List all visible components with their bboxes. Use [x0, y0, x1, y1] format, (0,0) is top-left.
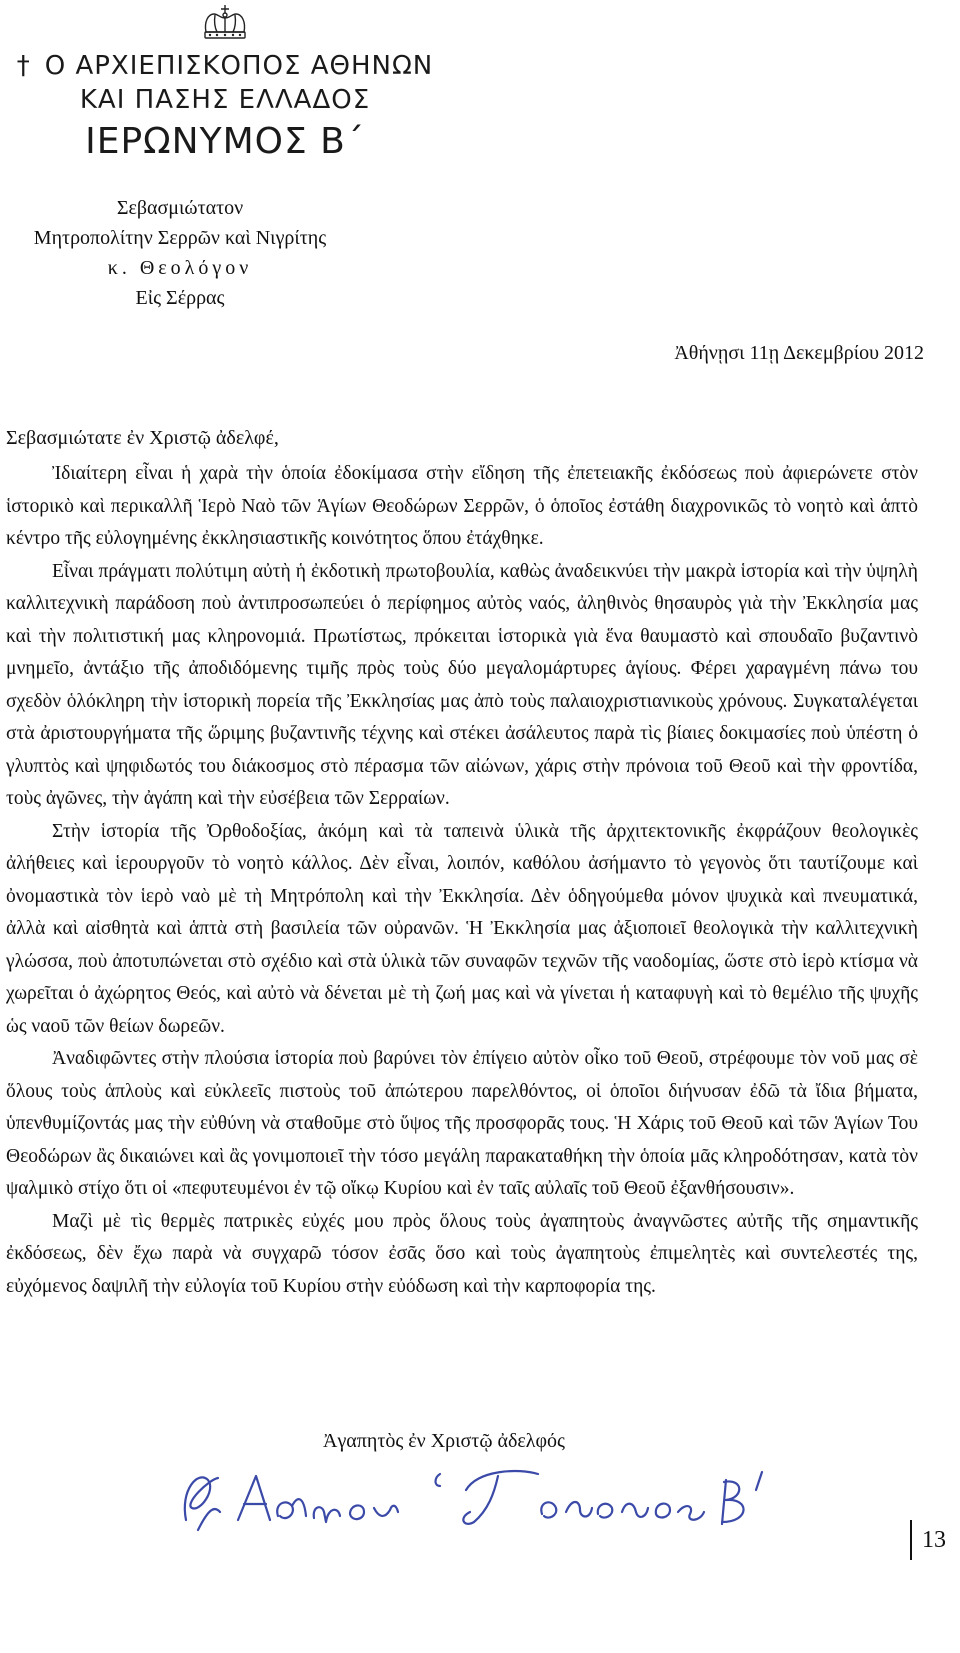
addressee-line-3: κ. Θεολόγον — [107, 257, 253, 279]
letter-body — [6, 458, 918, 1303]
addressee-line-2: Μητροπολίτην Σερρῶν καὶ Νιγρίτης — [33, 227, 327, 249]
letterhead-name: ΙΕΡΩΝΥΜΟΣ Β΄ — [85, 121, 365, 162]
letterhead-line-1 — [0, 50, 450, 82]
salutation: Σεβασμιώτατε ἐν Χριστῷ ἀδελφέ, — [6, 427, 279, 449]
letter-date: Ἀθήνῃσι 11ῃ Δεκεμβρίου 2012 — [674, 342, 924, 364]
paragraph-4: Ἀναδιφῶντες στὴν πλούσια ἱστορία ποὺ βαρύνει τὸν ἐπίγειο αὐτὸν οἶκο τοῦ Θεοῦ, στρέφουμε τὸν νοῦ μας σὲ ὅλους τοὺς ἁπλοὺς καὶ εὐκλεεῖς πιστοὺς τοῦ ἀπώτερου παρελθόντος, οἱ ὁποῖοι διήνυσαν ἐδῶ τὰ ἴδια βήματα, ὑπενθυμίζοντάς μας τὴν εὐθύνη νὰ σταθοῦμε στὸ ὕψος τῆς προσφορᾶς τους. Ἡ Χάρις τοῦ Θεοῦ καὶ τῶν Ἁγίων Του Θεοδώρων ἂς δικαιώνει καὶ ἂς γονιμοποιεῖ τὴν τόσο μεγάλη παρακαταθήκη τὴν ὁποία μᾶς κληροδότησαν, κατὰ τὸν ψαλμικὸ στίχο ὅτι οἱ «πεφυτευμένοι ἐν τῷ οἴκῳ Κυρίου καὶ ἐν ταῖς αὐλαῖς τοῦ Θεοῦ ἐξανθήσουσιν». — [6, 1048, 918, 1199]
paragraph-3: Στὴν ἱστορία τῆς Ὀρθοδοξίας, ἀκόμη καὶ τὰ ταπεινὰ ὑλικὰ τῆς ἀρχιτεκτονικῆς ἐκφράζουν θεολογικὲς ἀλήθειες καὶ ἱερουργοῦν τὸ νοητὸ κάλλος. Δὲν εἶναι, λοιπόν, καθόλου ἀσήμαντο τὸ γεγονὸς ὅτι ταυτίζουμε καὶ ὀνομαστικὰ τὸν ἱερὸ ναὸ μὲ τὴ Μητρόπολη καὶ τὴν Ἐκκλησία. Δὲν ὁδηγούμεθα μόνον ψυχικὰ καὶ πνευματικά, ἀλλὰ καὶ αἰσθητὰ καὶ ἁπτὰ στὴ βασιλεία τῶν οὐρανῶν. Ἡ Ἐκκλησία μας ἀξιοποιεῖ θεολογικὰ τὴν καλλιτεχνικὴ γλώσσα, ποὺ ἀποτυπώνεται στὸ σχέδιο καὶ στὰ ὑλικὰ τῶν συναφῶν τεχνῶν τῆς ναοδομίας, ὥστε στὸ ἱερὸ κτίσμα νὰ χωρεῖται ὁ ἀχώρητος Θεός, καὶ αὐτὸ νὰ δένεται μὲ τὴ ζωή μας καὶ νὰ γίνεται ἡ καταφυγὴ καὶ τὸ θεμέλιο τῆς ψυχῆς ὡς ναοῦ τῶν θείων δωρεῶν. — [6, 820, 918, 1037]
addressee-line-4: Εἰς Σέρρας — [135, 287, 225, 309]
handwritten-signature — [178, 1450, 778, 1540]
cross-icon: † — [16, 51, 31, 81]
letterhead-line-2: ΚΑΙ ΠΑΣΗΣ ΕΛΛΑΔΟΣ — [79, 85, 371, 115]
paragraph-5: Μαζὶ μὲ τὶς θερμὲς πατρικὲς εὐχές μου πρὸς ὅλους τοὺς ἀγαπητοὺς ἀναγνῶστες αὐτῆς τῆς σημαντικῆς ἐκδόσεως, δὲν ἔχω παρὰ νὰ συγχαρῶ τόσον ἐσᾶς ὅσο καὶ τοὺς ἀγαπητοὺς ἐπιμελητὲς καὶ συντελεστές της, εὐχόμενος δαψιλῆ τὴν εὐλογία τοῦ Κυρίου στὴν εὐόδωση καὶ τὴν καρποφορία της. — [6, 1210, 918, 1297]
addressee-block — [0, 193, 360, 313]
letterhead-title: Ο ΑΡΧΙΕΠΙΣΚΟΠΟΣ ΑΘΗΝΩΝ — [44, 51, 434, 81]
addressee-line-1: Σεβασμιώτατον — [116, 197, 244, 219]
page-number: 13 — [910, 1520, 946, 1560]
paragraph-1: Ἰδιαίτερη εἶναι ἡ χαρὰ τὴν ὁποία ἐδοκίμασα στὴν εἴδηση τῆς ἐπετειακῆς ἐκδόσεως ποὺ ἀφιερώνετε στὸν ἱστορικὸ καὶ περικαλλῆ Ἱερὸ Ναὸ τῶν Ἁγίων Θεοδώρων Σερρῶν, ὁ ὁποῖος ἐστάθη διαχρονικῶς τὸ νοητὸ καὶ ἁπτὸ κέντρο τῆς εὐλογημένης ἐκκλησιαστικῆς κοινότητος ὅπου ἐτάχθηκε. — [6, 463, 918, 549]
paragraph-2: Εἶναι πράγματι πολύτιμη αὐτὴ ἡ ἐκδοτικὴ πρωτοβουλία, καθὼς ἀναδεικνύει τὴν μακρὰ ἱστορία καὶ τὴν ὑψηλὴ καλλιτεχνικὴ παράδοση ποὺ ἀντιπροσωπεύει ὁ περίφημος αὐτὸς ναός, ἀληθινὸς θησαυρὸς γιὰ τὴν Ἐκκλησία μας καὶ τὴν πολιτιστική μας κληρονομιά. Πρωτίστως, πρόκειται ἱστορικὰ γιὰ ἕνα θαυμαστὸ καὶ σπουδαῖο βυζαντινὸ μνημεῖο, ἀντάξιο τῆς ἀποδιδόμενης τιμῆς πρὸς τοὺς δύο μεγαλομάρτυρες ἁγίους. Φέρει χαραγμένη πάνω του σχεδὸν ὁλόκληρη τὴν ἱστορικὴ πορεία τῆς Ἐκκλησίας μας ἀπὸ τοὺς παλαιοχριστιανικοὺς χρόνους. Συγκαταλέγεται στὰ ἀριστουργήματα τῆς ὥριμης βυζαντινῆς τέχνης καὶ στέκει ἀσάλευτος παρὰ τὶς βίαιες δοκιμασίες ποὺ ὑπέστη ὁ γλυπτὸς καὶ ψηφιδωτός του διάκοσμος στὸ πέρασμα τῶν αἰώνων, χάρις στὴν πρόνοια τοῦ Θεοῦ καὶ τὴν φροντίδα, τοὺς ἀγῶνες, τὴν ἀγάπη καὶ τὴν εὐσέβεια τῶν Σερραίων. — [6, 560, 918, 809]
closing-line: Ἀγαπητὸς ἐν Χριστῷ ἀδελφός — [323, 1430, 565, 1452]
crown-icon — [200, 2, 250, 44]
letterhead — [0, 50, 450, 164]
